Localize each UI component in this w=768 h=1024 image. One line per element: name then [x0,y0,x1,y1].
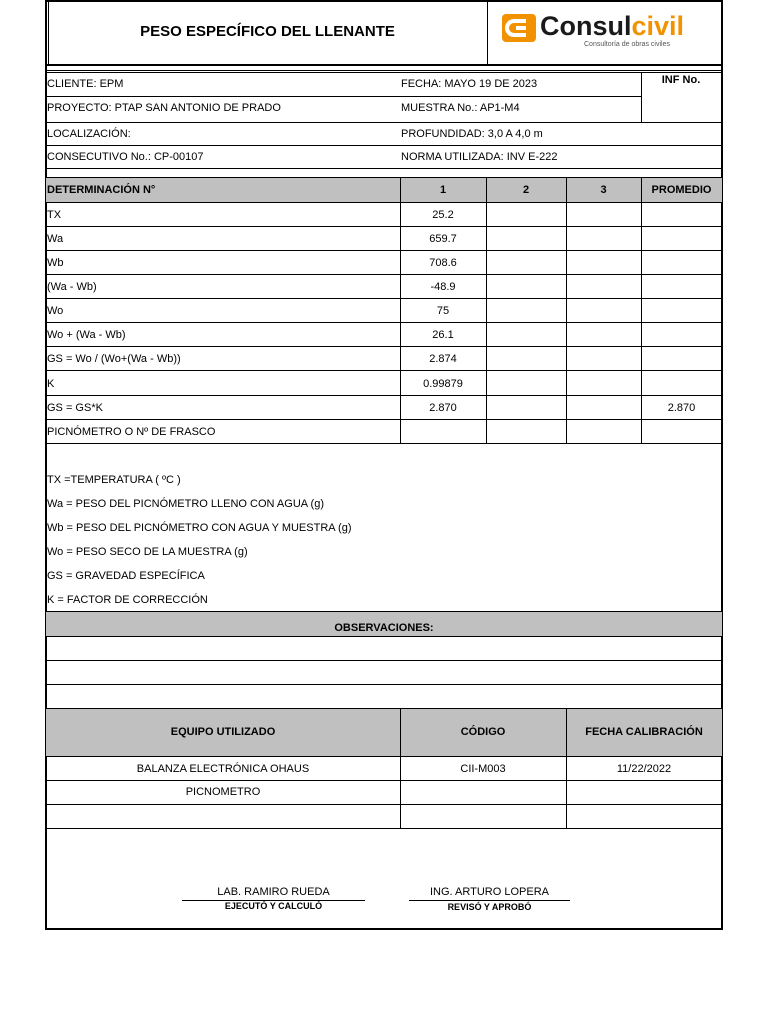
legend-item: Wa = PESO DEL PICNÓMETRO LLENO CON AGUA (g) [47,498,324,510]
result-row-label: TX [47,209,62,221]
result-row-label: Wo [47,305,64,317]
result-row-label: Wb [47,257,64,269]
result-row-label: K [47,378,55,390]
result-row-value-1: 25.2 [432,209,454,221]
equipment-line-1 [45,780,723,781]
result-row-label: PICNÓMETRO O Nº DE FRASCO [47,426,216,438]
info-consecutivo: CONSECUTIVO No.: CP-00107 [47,151,204,163]
signature-left-name: LAB. RAMIRO RUEDA [217,886,330,898]
results-header-3: 3 [600,184,607,196]
signature-left-role: EJECUTÓ Y CALCULÓ [224,901,323,911]
result-row-label: Wo + (Wa - Wb) [47,329,126,341]
result-row-value-1: 659.7 [429,233,457,245]
equipment-header-fecha: FECHA CALIBRACIÓN [585,726,703,738]
observaciones-line-2 [45,660,723,661]
info-bottom-border [45,168,723,169]
results-bottom-border [45,443,723,444]
results-line-7 [45,370,723,371]
observaciones-top-border [45,611,723,612]
equipment-header-codigo: CÓDIGO [460,726,506,738]
equipment-row-name: PICNOMETRO [185,786,261,798]
result-row-value-1: 26.1 [432,329,454,341]
info-proyecto: PROYECTO: PTAP SAN ANTONIO DE PRADO [47,102,281,114]
info-muestra: MUESTRA No.: AP1-M4 [401,102,520,114]
observaciones-line-3 [45,684,723,685]
result-row-value-1: 2.874 [429,353,457,365]
legend-item: GS = GRAVEDAD ESPECÍFICA [47,570,205,582]
info-profundidad: PROFUNDIDAD: 3,0 A 4,0 m [401,128,543,140]
equipment-row-code: CII-M003 [460,763,506,775]
observaciones-label: OBSERVACIONES: [334,622,434,634]
results-top-border [45,177,723,178]
info-line-3 [45,145,723,146]
result-row-value-1: 2.870 [429,402,457,414]
result-row-value-1: 75 [436,305,450,317]
results-line-9 [45,419,723,420]
page-title: PESO ESPECÍFICO DEL LLENANTE [140,23,395,40]
result-row-label: (Wa - Wb) [47,281,97,293]
result-row-value-1: -48.9 [430,281,456,293]
equipment-row-date: 11/22/2022 [616,763,672,775]
results-col-divider-3 [566,177,567,443]
info-norma: NORMA UTILIZADA: INV E-222 [401,151,558,163]
equipment-top-border [45,708,723,709]
info-inf-label: INF No. [661,74,701,86]
results-header-1: 1 [439,184,447,196]
results-line-4 [45,298,723,299]
info-top-border-2 [45,72,723,73]
results-line-8 [45,395,723,396]
header-divider [487,0,488,64]
result-row-label: Wa [47,233,64,245]
results-col-divider-2 [486,177,487,443]
legend-item: Wb = PESO DEL PICNÓMETRO CON AGUA Y MUESTRA (g) [47,522,352,534]
info-line-1 [45,96,641,97]
logo-main-text: Consul [540,11,632,41]
equipment-header-bottom [45,756,723,757]
info-localizacion: LOCALIZACIÓN: [47,128,131,140]
logo-wordmark [540,10,684,42]
result-row-promedio: 2.870 [667,402,696,414]
header-bottom-border [45,64,723,66]
info-cliente: CLIENTE: EPM [47,78,124,90]
logo-accent-text: civil [631,11,685,41]
equipment-bottom-border [45,828,723,829]
info-fecha: FECHA: MAYO 19 DE 2023 [401,78,538,90]
legend-item: Wo = PESO SECO DE LA MUESTRA (g) [47,546,248,558]
result-row-value-1: 0.99879 [423,378,463,390]
results-line-6 [45,346,723,347]
logo-mark-icon [502,14,536,42]
results-header-determinacion: DETERMINACIÓN N° [47,184,156,196]
results-header-bottom [45,202,723,203]
legend-item: TX =TEMPERATURA ( ºC ) [47,474,181,486]
legend-item: K = FACTOR DE CORRECCIÓN [47,594,208,606]
result-row-label: GS = Wo / (Wo+(Wa - Wb)) [47,353,181,365]
equipment-header-equipo: EQUIPO UTILIZADO [170,726,276,738]
results-line-5 [45,322,723,323]
signature-right-name: ING. ARTURO LOPERA [430,886,549,898]
results-line-3 [45,274,723,275]
result-row-value-1: 708.6 [429,257,457,269]
logo-tagline: Consultoría de obras civiles [584,41,670,48]
signature-right-role: REVISÓ Y APROBÓ [447,902,532,912]
equipment-row-name: BALANZA ELECTRÓNICA OHAUS [136,763,310,775]
equipment-line-2 [45,804,723,805]
info-line-2 [45,122,723,123]
results-line-1 [45,226,723,227]
result-row-label: GS = GS*K [47,402,103,414]
results-line-2 [45,250,723,251]
info-top-border [45,70,723,71]
observaciones-line-1 [45,636,723,637]
results-header-promedio: PROMEDIO [651,184,712,196]
results-header-2: 2 [522,184,530,196]
header-top-border [45,0,723,2]
